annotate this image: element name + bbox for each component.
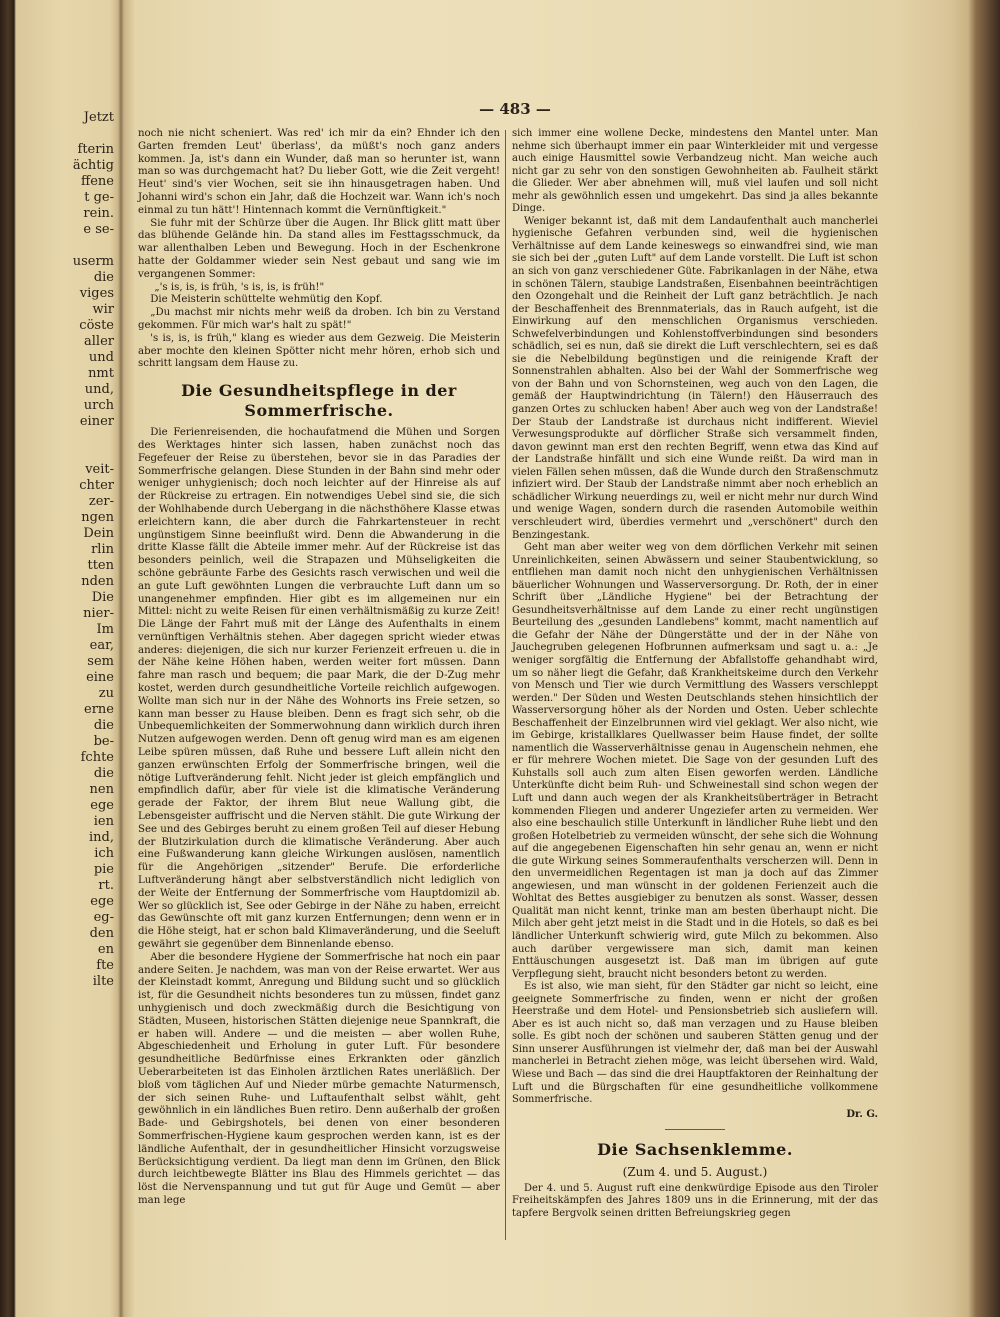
facing-page-line: ffene bbox=[81, 174, 114, 189]
facing-page-line: zu bbox=[98, 686, 114, 701]
left-column bbox=[138, 128, 500, 1208]
facing-page-line: nen bbox=[89, 782, 114, 797]
next-article-title: Die Sachsenklemme. bbox=[597, 1140, 793, 1160]
facing-page-line: urch bbox=[83, 398, 114, 413]
facing-page-line: e se- bbox=[83, 222, 114, 237]
facing-page-line: ich bbox=[94, 846, 114, 861]
facing-page-line: einer bbox=[79, 414, 114, 429]
facing-page-fragments bbox=[14, 110, 114, 1210]
facing-page-line: ilte bbox=[92, 974, 114, 989]
article-paragraph: sich immer eine wollene Decke, mindestens den Mantel unter. Man nehme sich überhaupt immer ein paar Winterkleider mit und vergesse auch einige Hausmittel sowie Verbandzeug nicht. Man weiche auch nicht gar zu sehr von den sonstigen Gewohnheiten ab. Faulheit stärkt die Glieder. Wer aber abnehmen will, muß viel laufen und soll nicht mehr als gewöhnlich essen und umgekehrt. Das sind ja alles bekannte Dinge. bbox=[512, 128, 878, 215]
facing-page-line: fterin bbox=[77, 142, 114, 157]
facing-page-line: cöste bbox=[79, 318, 114, 333]
facing-page-line: rlin bbox=[91, 542, 114, 557]
article-paragraph: Weniger bekannt ist, daß mit dem Landaufenthalt auch mancherlei hygienische Gefahren verbunden sind, weil die hygienischen Verhältnisse auf dem Lande keineswegs so einwandfrei sind, wie man sie sich bei der „guten Luft" auf dem Lande vorstellt. Die Luft ist schon an sich von ganz verschiedener Güte. Fabrikanlagen in der Nähe, etwa in schönen Tälern, staubige Landstraßen, Eisenbahnen beeinträchtigen den Ozongehalt und die Reinheit der Luft ganz beträchtlich. Je nach der Beschaffenheit des Brennmaterials, das in Rauch aufgeht, ist die Einwirkung auf den menschlichen Organismus verschieden. Schwefelverbindungen und Kohlenstoffverbindungen sind besonders schädlich, sei es nun, daß sie direkt die Luft verschlechtern, sei es daß sie die Nebelbildung begünstigen und die reinigende Kraft der Sonnenstrahlen abhalten. Also bei der Wahl der Sommerfrische weg von der Bahn und von Schornsteinen, weg auch von den Lagen, die gemäß der Hauptwindrichtung (in Tälern!) den Häuserrauch des ganzen Ortes zu schlucken haben! Aber auch weg von der Landstraße! Der Staub der Landstraße ist durchaus nicht indifferent. Wieviel Verwesungsprodukte auf dörflicher Straße sich versammelt finden, davon gewinnt man erst den rechten Begriff, wenn etwa das Kind auf der Landstraße hinfällt und sich eine Wunde reißt. Da wird man in vielen Fällen sehen müssen, daß die Wunde durch den Straßenschmutz infiziert wird. Der Staub der Landstraße nimmt aber noch erheblich an schädlicher Wirkung neuerdings zu, weil er nicht mehr nur durch Wind und wenige Wagen, sondern durch die rasenden Automobile weithin verschleudert wird, überdies vermehrt und „verschönert" durch den Benzingestank. bbox=[512, 215, 878, 541]
facing-page-line: und bbox=[88, 350, 114, 365]
facing-page-line: fchte bbox=[80, 750, 114, 765]
facing-page-line: viges bbox=[79, 286, 114, 301]
page-number: — 483 — bbox=[479, 100, 551, 118]
article-paragraph: Es ist also, wie man sieht, für den Städter gar nicht so leicht, eine geeignete Sommerfrische zu finden, wenn er nicht der großen Heerstraße und dem Hotel- und Pensionsbetrieb sich ausliefern will. Aber es ist auch nicht so, daß man verzagen und zu Hause bleiben solle. Es gibt noch der schönen und sauberen Stätten genug und der Sinn unserer Ausführungen ist vielmehr der, daß man bei der Auswahl mancherlei in Betracht ziehen möge, was leicht übersehen wird. Wald, Wiese und Bach — das sind die drei Hauptfaktoren der Reinhaltung der Luft und die Bürgschaften für eine gesundheitliche vollkommene Sommerfrische. bbox=[512, 981, 878, 1106]
facing-page-line bbox=[14, 126, 114, 142]
article-paragraph: Aber die besondere Hygiene der Sommerfrische hat noch ein paar andere Seiten. Je nachdem, was man von der Reise erwartet. Wer aus der Kleinstadt kommt, Anregung und Bildung sucht und so glücklich ist, für die Gesundheit nichts besonderes tun zu müssen, findet ganz unhygienisch und doch zweckmäßig durch die Besichtigung von Städten, Museen, historischen Stätten diejenige neue Spannkraft, die er haben will. Andere — und die meisten — aber wollen Ruhe, Abgeschiedenheit und Erholung in guter Luft. Für besondere gesundheitliche Bedürfnisse eines Erkrankten oder gänzlich Ueberarbeiteten ist das Einholen ärztlichen Rates unerläßlich. Der bloß vom täglichen Auf und Nieder mürbe gemachte Naturmensch, der sich seinen Ruhe- und Luftaufenthalt selbst wählt, geht gewöhnlich in ein ländliches Buen retiro. Denn außerhalb der großen Bade- und Gebirgshotels, bei denen von einer besonderen Sommerfrischen-Hygiene kaum gesprochen werden kann, ist es der ländliche Aufenthalt, der in gesundheitlicher Hinsicht vorzugsweise Berücksichtigung verdient. Da liegt man denn im Grünen, den Blick durch leichtbewegte Blätter ins Blau des Himmels gerichtet — das löst die Nervenspannung und tut gut für Auge und Gemüt — aber man lege bbox=[138, 951, 500, 1206]
facing-page-line: tten bbox=[87, 558, 114, 573]
facing-page-line: ear, bbox=[89, 638, 114, 653]
facing-page-line: t ge- bbox=[84, 190, 114, 205]
facing-page-line: erne bbox=[84, 702, 114, 717]
facing-page-line bbox=[14, 238, 114, 254]
facing-page-line: aller bbox=[84, 334, 114, 349]
facing-page-line: die bbox=[93, 718, 114, 733]
facing-page-line: nier- bbox=[83, 606, 114, 621]
facing-page-line bbox=[14, 430, 114, 446]
facing-page-line: nmt bbox=[88, 366, 114, 381]
facing-page-line: eg- bbox=[93, 910, 114, 925]
facing-page-line: sem bbox=[87, 654, 114, 669]
facing-page-line: ege bbox=[90, 894, 114, 909]
next-article-subtitle: (Zum 4. und 5. August.) bbox=[622, 1165, 768, 1180]
facing-page-line: die bbox=[93, 270, 114, 285]
article-title: Die Gesundheitspflege in der Sommerfrische. bbox=[181, 381, 457, 421]
facing-page-line: eine bbox=[86, 670, 114, 685]
facing-page-line: ngen bbox=[81, 510, 114, 525]
facing-page-line: nden bbox=[81, 574, 114, 589]
facing-page-line: zer- bbox=[88, 494, 114, 509]
story-paragraph: 's is, is, is früh," klang es wieder aus dem Gezweig. Die Meisterin aber mochte den kleinen Spötter nicht mehr hören, erhob sich und schritt langsam dem Hause zu. bbox=[138, 332, 500, 370]
facing-page-line: en bbox=[97, 942, 114, 957]
story-paragraph: noch nie nicht scheniert. Was red' ich mir da ein? Ehnder ich den Garten fremden Leut' überlass', da müßt's noch ganz anders kommen. Ja, ist's dann ein Wunder, daß man so herunter ist, wann man so was durchgemacht hat? Du lieber Gott, wie die Zeit vergeht! Heut' sind's vier Wochen, seit sie ihn hinausgetragen haben. Und Johanni wird's schon ein Jahr, daß die Hochzeit war. Wann ich's noch einmal zu tun hätt'! Hintennach kommt die Vernünftigkeit." bbox=[138, 128, 500, 216]
facing-page-line: Dein bbox=[83, 526, 114, 541]
story-paragraph: Die Meisterin schüttelte wehmütig den Kopf. bbox=[150, 294, 383, 306]
facing-page-line: und, bbox=[84, 382, 114, 397]
facing-page-line: veit- bbox=[85, 462, 114, 477]
facing-page-line: pie bbox=[93, 862, 114, 877]
facing-page-line: rein. bbox=[83, 206, 114, 221]
section-divider bbox=[665, 1129, 725, 1130]
facing-page-line: be- bbox=[93, 734, 114, 749]
facing-page-line: chter bbox=[79, 478, 114, 493]
facing-page-line: Jetzt bbox=[83, 110, 114, 125]
facing-page-line: den bbox=[89, 926, 114, 941]
facing-page-line: Im bbox=[96, 622, 114, 637]
facing-page-line: wir bbox=[92, 302, 114, 317]
article-paragraph: Die Ferienreisenden, die hochaufatmend die Mühen und Sorgen des Werktages hinter sich lassen, haben zunächst noch das Fegefeuer der Reise zu überstehen, bevor sie in das Paradies der Sommerfrische gelangen. Diese Stunden in der Bahn sind mehr oder weniger unhygienisch; doch noch leichter auf der Hinreise als auf der Rückreise zu ertragen. Ein notwendiges Uebel sind sie, die sich der Wohlhabende durch Uebergang in die nächsthöhere Klasse etwas erleichtern kann, die aber durch die Fahrkartensteuer in recht ungünstigem Sinne beeinflußt wird. Denn die Abwanderung in die dritte Klasse fällt die Abteile immer mehr. Auf der Rückreise ist das besonders peinlich, weil die Strapazen und Mühseligkeiten die schöne gebräunte Farbe des Gesichts rasch verwischen und weil die an gute Luft gewöhnten Lungen die verbrauchte Luft dann um so unangenehmer empfinden. Hier gibt es im allgemeinen nur ein Mittel: nicht zu weite Reisen für einen verhältnismäßig zu kurze Zeit! Die Länge der Fahrt muß mit der Länge des Aufenthalts in einem vernünftigen Verhältnis stehen. Aber dagegen spricht wieder etwas anderes: diejenigen, die sich nur kurzer Ferienzeit erfreuen u. die in der Nähe keine Höhen haben, werden weiter fort müssen. Dann fahre man rasch und bequem; die paar Mark, die der D-Zug mehr kostet, werden durch gesundheitliche Vorteile reichlich aufgewogen. Wollte man sich nur in der Nähe des Wohnorts ins Freie setzen, so kann man besser zu Hause bleiben. Denn es fragt sich sehr, ob die Unbequemlichkeiten der Sommerwohnung dann wirklich durch ihren Nutzen aufgewogen werden. Denn oft genug wird man es am eigenen Leibe spüren müssen, daß Ruhe und bessere Luft allein nicht den ganzen erwünschten Erfolg der Sommerfrische bringen, weil die nötige Luftveränderung fehlt. Nicht jeder ist gleich empfänglich und empfindlich dafür, aber für viele ist die klimatische Veränderung gerade der Faktor, der ihrem Blut neue Wallung gibt, die Lebensgeister auffrischt und die Nerven stählt. Die gute Wirkung der See und des Gebirges beruht zu einem großen Teil auf dieser Hebung der Blutzirkulation durch die klimatische Veränderung. Aber auch eine Fußwanderung kann gleiche Wirkungen auslösen, namentlich für die Angehörigen „sitzender" Berufe. Die erforderliche Luftveränderung hängt aber selbstverständlich nicht lediglich von der Weite der Entfernung der Sommerfrische vom Hauptdomizil ab. Wer so glücklich ist, See oder Gebirge in der Nähe zu haben, erreicht das Gewünschte oft mit ganz kurzen Entfernungen; denn wenn er in die Höhe steigt, hat er schon bald Klimaveränderung, und die Seeluft gewährt sie gegenüber dem Binnenlande ebenso. bbox=[138, 427, 500, 951]
facing-page-line: ächtig bbox=[72, 158, 114, 173]
story-paragraph: Sie fuhr mit der Schürze über die Augen. Ihr Blick glitt matt über das blühende Gelände hin. Da stand alles im Festtagsschmuck, da war allenthalben Leben und Bewegung. Hoch in der Eschenkrone hatte der Goldammer wieder sein Nest gebaut und sang wie im vergangenen Sommer: bbox=[138, 217, 500, 280]
story-paragraph: „Du machst mir nichts mehr weiß da droben. Ich bin zu Verstand gekommen. Für mich war's halt zu spät!" bbox=[138, 307, 500, 331]
article-author: Dr. G. bbox=[846, 1108, 878, 1120]
story-verse: „'s is, is, is früh, 's is, is, is früh!" bbox=[154, 281, 325, 293]
facing-page-line: die bbox=[93, 766, 114, 781]
facing-page-line: fte bbox=[96, 958, 114, 973]
facing-page-line: ege bbox=[90, 798, 114, 813]
article-paragraph: Geht man aber weiter weg von dem dörflichen Verkehr mit seinen Unreinlichkeiten, seinen Abwässern und seiner Staubentwicklung, so entfliehen man damit noch nicht den unhygienischen Verhältnissen bäuerlicher Wohnungen und Wasserversorgung. Dr. Roth, der in einer Schrift über „Ländliche Hygiene" bei der Betrachtung der Gesundheitsverhältnisse auf dem Lande zu einer recht ungünstigen Beurteilung des „gesunden Landlebens" kommt, macht namentlich auf die Gefahr der Nähe der Düngerstätte und der in der Nähe von Jauchegruben gelegenen Hofbrunnen aufmerksam und sagt u. a.: „Je weniger sorgfältig die Entfernung der Abfallstoffe gehandhabt wird, um so näher liegt die Gefahr, daß Krankheitskeime durch den Verkehr von Mensch und Tier wie durch Vermittlung des Wassers verschleppt werden." Der Süden und Westen Deutschlands stehen hinsichtlich der Wasserversorgung höher als der Norden und Osten. Ueber schlechte Beschaffenheit der Einzelbrunnen wird viel geklagt. Wer also nicht, wie im Gebirge, kristallklares Quellwasser beim Hause findet, der sollte namentlich die Wasserverhältnisse genau in Augenschein nehmen, ehe er für mehrere Wochen mietet. Die Sage von der gesunden Luft des Kuhstalls soll auch zum alten Eisen geworfen werden. Ländliche Unterkünfte dicht beim Ruh- und Schweinestall sind schon wegen der Luft und dann auch wegen der als Krankheitsüberträger in Betracht kommenden Fliegen und anderer Ungeziefer arten zu vermeiden. Wer also eine beschaulich stille Unterkunft in ländlicher Ruhe liebt und den großen Hotelbetrieb zu vermeiden wünscht, der sehe sich die Wohnung auf die angegebenen Eigenschaften hin sehr genau an, wenn er nicht die gute Wirkung seines Sommeraufenthalts verscherzen will. Denn in den unvermeidlichen Regentagen ist man ja doch auf das Zimmer angewiesen, und man wünscht in der goldenen Ferienzeit auch die Wohltat des Bettes ausgiebiger zu benutzen als sonst. Wasser, dessen Qualität man nicht kennt, trinke man am besten überhaupt nicht. Die Milch aber geht jetzt meist in die Stadt und in die Hotels, so daß es bei ländlicher Unterkunft schwierig wird, gute Milch zu bekommen. Also auch darüber vergewissere man sich, damit man keinen Enttäuschungen ausgesetzt ist. Daß man im übrigen auf gute Verpflegung sieht, braucht nicht besonders betont zu werden. bbox=[512, 542, 878, 980]
next-article-paragraph: Der 4. und 5. August ruft eine denkwürdige Episode aus den Tiroler Freiheitskämpfen des Jahres 1809 uns in die Erinnerung, mit der das tapfere Bergvolk seinen dritten Befreiungskrieg gegen bbox=[512, 1182, 878, 1219]
right-column bbox=[512, 128, 878, 1220]
facing-page-line: ien bbox=[93, 814, 114, 829]
facing-page-line: ind, bbox=[89, 830, 114, 845]
facing-page-line: Die bbox=[91, 590, 114, 605]
column-divider bbox=[505, 130, 506, 1240]
facing-page-line: userm bbox=[72, 254, 114, 269]
facing-page-line bbox=[14, 446, 114, 462]
facing-page-line: rt. bbox=[98, 878, 114, 893]
